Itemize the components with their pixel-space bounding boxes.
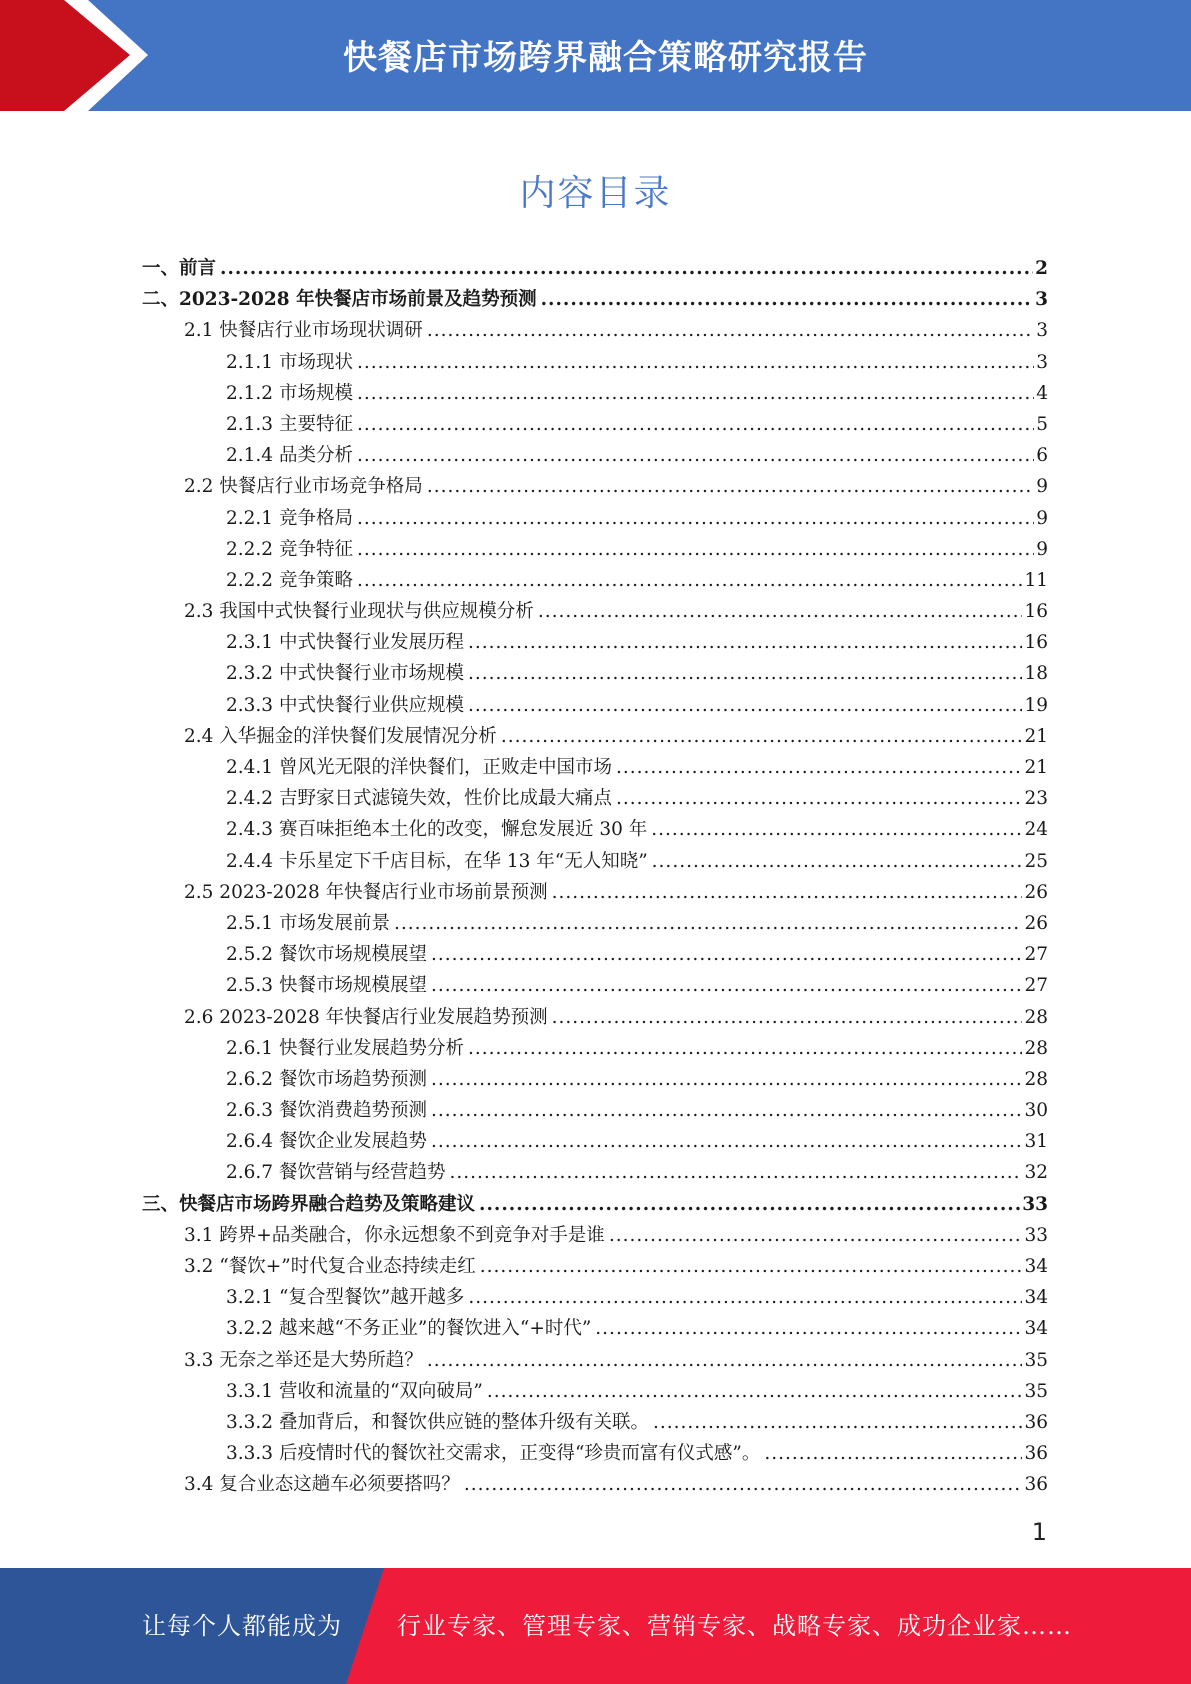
toc-entry-page: 28 — [1024, 1068, 1048, 1090]
toc-dot-leader — [357, 347, 1034, 378]
toc-entry[interactable] — [142, 284, 1048, 315]
toc-entry[interactable] — [142, 1095, 1048, 1126]
toc-entry-title: 2.3.3 中式快餐行业供应规模 — [226, 694, 464, 716]
toc-entry-title: 2.2.2 竞争特征 — [226, 538, 353, 560]
toc-entry[interactable] — [142, 503, 1048, 534]
toc-entry-page: 9 — [1036, 476, 1048, 498]
toc-dot-leader — [357, 534, 1034, 565]
toc-entry-page: 5 — [1036, 413, 1048, 435]
toc-entry-title: 2.6.2 餐饮市场趋势预测 — [226, 1068, 427, 1090]
toc-entry-title: 3.3.2 叠加背后，和餐饮供应链的整体升级有关联。 — [226, 1411, 649, 1433]
toc-entry-page: 35 — [1024, 1349, 1048, 1371]
toc-entry[interactable] — [142, 315, 1048, 346]
toc-entry-title: 2.5 2023-2028 年快餐店行业市场前景预测 — [184, 881, 548, 903]
toc-entry[interactable] — [142, 1033, 1048, 1064]
toc-entry-page: 25 — [1024, 850, 1048, 872]
toc-dot-leader — [427, 315, 1034, 346]
toc-entry-page: 23 — [1024, 788, 1048, 810]
toc-entry-page: 26 — [1024, 912, 1048, 934]
toc-entry[interactable] — [142, 440, 1048, 471]
toc-entry[interactable] — [142, 1220, 1048, 1251]
toc-dot-leader — [538, 596, 1023, 627]
toc-entry-title: 2.3 我国中式快餐行业现状与供应规模分析 — [184, 601, 534, 623]
toc-entry-page: 36 — [1024, 1443, 1048, 1465]
toc-dot-leader — [468, 1282, 1022, 1313]
toc-entry[interactable] — [142, 814, 1048, 845]
toc-dot-leader — [480, 1251, 1023, 1282]
toc-entry-title: 3.3.1 营收和流量的“双向破局” — [226, 1380, 483, 1402]
toc-entry-title: 2.4 入华掘金的洋快餐们发展情况分析 — [184, 725, 497, 747]
toc-entry-page: 31 — [1024, 1131, 1048, 1153]
toc-dot-leader — [357, 565, 1023, 596]
toc-dot-leader — [764, 1438, 1022, 1469]
toc-entry-title: 2.2 快餐店行业市场竞争格局 — [184, 476, 423, 498]
toc-entry-page: 32 — [1024, 1162, 1048, 1184]
toc-entry-title: 3.3 无奈之举还是大势所趋？ — [184, 1349, 423, 1371]
toc-entry-title: 2.6.7 餐饮营销与经营趋势 — [226, 1162, 446, 1184]
toc-entry[interactable] — [142, 471, 1048, 502]
table-of-contents — [142, 253, 1048, 1501]
toc-entry[interactable] — [142, 658, 1048, 689]
toc-entry-title: 2.4.2 吉野家日式滤镜失效，性价比成最大痛点 — [226, 788, 612, 810]
toc-entry-page: 3 — [1036, 351, 1048, 373]
toc-dot-leader — [427, 1345, 1023, 1376]
toc-entry[interactable] — [142, 596, 1048, 627]
toc-entry-page: 18 — [1024, 663, 1048, 685]
toc-entry[interactable] — [142, 877, 1048, 908]
toc-entry-title: 2.1.1 市场现状 — [226, 351, 353, 373]
toc-entry-page: 36 — [1024, 1411, 1048, 1433]
toc-entry-page: 2 — [1035, 258, 1048, 279]
toc-entry-title: 三、快餐店市场跨界融合趋势及策略建议 — [142, 1193, 476, 1215]
toc-entry[interactable] — [142, 939, 1048, 970]
page-header — [0, 0, 1191, 111]
toc-entry-page: 11 — [1024, 569, 1048, 591]
toc-entry[interactable] — [142, 783, 1048, 814]
toc-dot-leader — [552, 1002, 1023, 1033]
toc-entry[interactable] — [142, 534, 1048, 565]
toc-entry-page: 9 — [1036, 538, 1048, 560]
toc-dot-leader — [431, 970, 1022, 1001]
toc-dot-leader — [595, 1313, 1022, 1344]
toc-entry-page: 33 — [1022, 1193, 1048, 1215]
toc-entry-title: 3.3.3 后疫情时代的餐饮社交需求，正变得“珍贵而富有仪式感”。 — [226, 1443, 761, 1465]
toc-entry-title: 2.2.2 竞争策略 — [226, 569, 353, 591]
toc-entry-title: 2.6 2023-2028 年快餐店行业发展趋势预测 — [184, 1006, 548, 1028]
toc-dot-leader — [552, 877, 1023, 908]
toc-dot-leader — [431, 1126, 1022, 1157]
toc-entry[interactable] — [142, 627, 1048, 658]
toc-dot-leader — [464, 1469, 1023, 1500]
toc-entry-title: 3.2.2 越来越“不务正业”的餐饮进入“+时代” — [226, 1318, 592, 1340]
toc-entry-title: 2.5.2 餐饮市场规模展望 — [226, 944, 427, 966]
toc-entry-page: 21 — [1024, 725, 1048, 747]
toc-entry-title: 2.3.1 中式快餐行业发展历程 — [226, 632, 464, 654]
toc-entry-page: 21 — [1024, 757, 1048, 778]
toc-entry-page: 16 — [1024, 632, 1048, 654]
toc-entry-page: 36 — [1024, 1474, 1048, 1496]
toc-entry-page: 19 — [1024, 694, 1048, 716]
toc-entry[interactable] — [142, 752, 1048, 783]
toc-entry[interactable] — [142, 378, 1048, 409]
toc-entry-title: 一、前言 — [142, 258, 217, 279]
toc-dot-leader — [468, 658, 1022, 689]
toc-entry-title: 2.5.1 市场发展前景 — [226, 912, 390, 934]
toc-entry[interactable] — [142, 409, 1048, 440]
toc-heading: 内容目录 — [519, 173, 672, 214]
toc-entry[interactable] — [142, 1189, 1048, 1220]
toc-dot-leader — [487, 1376, 1023, 1407]
toc-entry[interactable] — [142, 721, 1048, 752]
toc-entry[interactable] — [142, 1469, 1048, 1500]
toc-entry-page: 3 — [1036, 320, 1048, 342]
toc-entry-title: 2.4.3 赛百味拒绝本土化的改变，懈怠发展近 30 年 — [226, 819, 648, 841]
toc-dot-leader — [653, 1407, 1022, 1438]
toc-entry-title: 2.2.1 竞争格局 — [226, 507, 353, 529]
toc-entry-title: 2.3.2 中式快餐行业市场规模 — [226, 663, 464, 685]
toc-entry-title: 2.1.4 品类分析 — [226, 445, 353, 467]
toc-entry-page: 16 — [1024, 601, 1048, 623]
toc-entry[interactable] — [142, 690, 1048, 721]
toc-entry-title: 3.1 跨界+品类融合，你永远想象不到竞争对手是谁 — [184, 1224, 605, 1246]
toc-dot-leader — [431, 1095, 1022, 1126]
toc-entry[interactable] — [142, 1251, 1048, 1282]
toc-entry-page: 34 — [1024, 1287, 1048, 1309]
toc-entry[interactable] — [142, 908, 1048, 939]
toc-dot-leader — [616, 752, 1022, 783]
toc-dot-leader — [427, 471, 1034, 502]
toc-entry[interactable] — [142, 1407, 1048, 1438]
toc-entry[interactable] — [142, 1064, 1048, 1095]
toc-entry[interactable] — [142, 565, 1048, 596]
toc-entry-page: 27 — [1024, 975, 1048, 997]
toc-dot-leader — [357, 378, 1034, 409]
toc-dot-leader — [479, 1189, 1020, 1220]
footer-slogan-left: 让每个人都能成为 — [142, 1612, 342, 1640]
toc-entry-page: 27 — [1024, 944, 1048, 966]
toc-dot-leader — [616, 783, 1022, 814]
footer-slogan-right: 行业专家、管理专家、营销专家、战略专家、成功企业家…… — [397, 1612, 1072, 1640]
toc-entry-title: 二、2023-2028 年快餐店市场前景及趋势预测 — [142, 289, 537, 311]
toc-entry[interactable] — [142, 347, 1048, 378]
toc-dot-leader — [468, 627, 1022, 658]
toc-entry[interactable] — [142, 846, 1048, 877]
toc-entry-title: 2.1 快餐店行业市场现状调研 — [184, 320, 423, 342]
toc-dot-leader — [394, 908, 1022, 939]
page-footer — [0, 1568, 1191, 1684]
toc-entry[interactable] — [142, 1345, 1048, 1376]
toc-entry-page: 28 — [1024, 1006, 1048, 1028]
toc-dot-leader — [541, 284, 1034, 315]
toc-entry[interactable] — [142, 970, 1048, 1001]
toc-entry-page: 34 — [1024, 1318, 1048, 1340]
report-title: 快餐店市场跨界融合策略研究报告 — [343, 38, 868, 78]
toc-entry-title: 2.1.3 主要特征 — [226, 413, 353, 435]
toc-dot-leader — [501, 721, 1023, 752]
toc-entry-title: 2.6.4 餐饮企业发展趋势 — [226, 1131, 427, 1153]
toc-dot-leader — [651, 814, 1022, 845]
toc-entry-title: 2.6.3 餐饮消费趋势预测 — [226, 1100, 427, 1122]
toc-entry[interactable] — [142, 1313, 1048, 1344]
toc-dot-leader — [357, 440, 1034, 471]
toc-entry-page: 33 — [1024, 1224, 1048, 1246]
toc-entry[interactable] — [142, 1126, 1048, 1157]
toc-dot-leader — [357, 503, 1034, 534]
toc-dot-leader — [468, 690, 1022, 721]
toc-entry-title: 3.2 “餐饮+”时代复合业态持续走红 — [184, 1256, 476, 1277]
toc-entry-page: 30 — [1024, 1100, 1048, 1122]
toc-dot-leader — [468, 1033, 1022, 1064]
toc-dot-leader — [609, 1220, 1023, 1251]
toc-entry-title: 3.2.1 “复合型餐饮”越开越多 — [226, 1287, 465, 1309]
toc-entry-page: 4 — [1036, 382, 1048, 404]
toc-entry-page: 3 — [1035, 289, 1048, 311]
toc-entry-page: 26 — [1024, 881, 1048, 903]
toc-entry-page: 28 — [1024, 1037, 1048, 1059]
toc-entry-title: 2.6.1 快餐行业发展趋势分析 — [226, 1037, 464, 1059]
page-number: 1 — [1031, 1518, 1047, 1546]
toc-dot-leader — [220, 253, 1033, 284]
toc-entry-title: 3.4 复合业态这趟车必须要搭吗？ — [184, 1474, 460, 1496]
toc-entry[interactable] — [142, 1002, 1048, 1033]
toc-entry-page: 6 — [1036, 445, 1048, 467]
toc-entry[interactable] — [142, 1282, 1048, 1313]
toc-entry[interactable] — [142, 253, 1048, 284]
toc-dot-leader — [431, 1064, 1022, 1095]
toc-entry-page: 34 — [1024, 1256, 1048, 1277]
toc-entry-title: 2.1.2 市场规模 — [226, 382, 353, 404]
toc-entry-title: 2.4.4 卡乐星定下千店目标，在华 13 年“无人知晓” — [226, 850, 648, 872]
toc-entry-page: 24 — [1024, 819, 1048, 841]
toc-dot-leader — [652, 846, 1023, 877]
toc-entry-title: 2.5.3 快餐市场规模展望 — [226, 975, 427, 997]
toc-dot-leader — [357, 409, 1034, 440]
toc-entry-title: 2.4.1 曾风光无限的洋快餐们，正败走中国市场 — [226, 757, 612, 778]
toc-dot-leader — [431, 939, 1022, 970]
toc-dot-leader — [449, 1157, 1022, 1188]
toc-entry[interactable] — [142, 1157, 1048, 1188]
toc-entry-page: 35 — [1024, 1380, 1048, 1402]
toc-entry[interactable] — [142, 1376, 1048, 1407]
toc-entry[interactable] — [142, 1438, 1048, 1469]
toc-entry-page: 9 — [1036, 507, 1048, 529]
